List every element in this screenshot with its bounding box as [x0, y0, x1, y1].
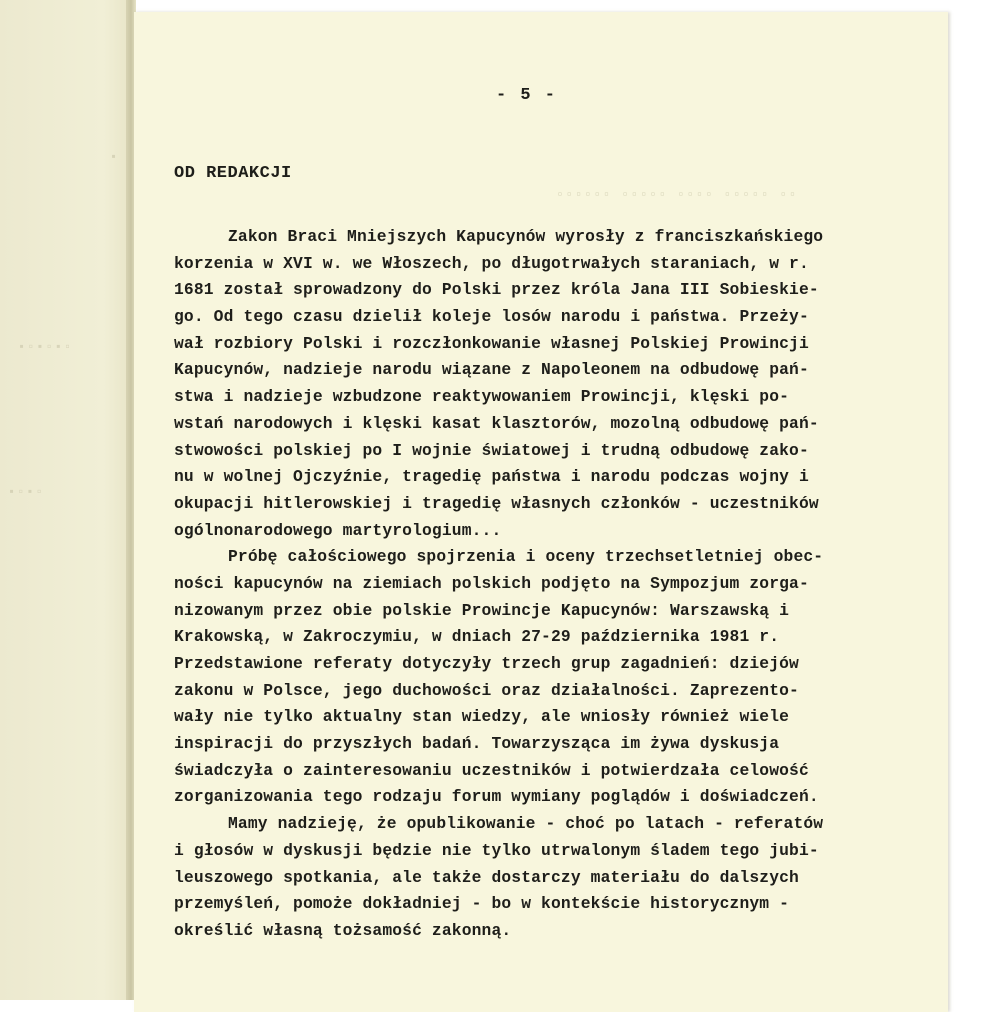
text-line: go. Od tego czasu dzielił koleje losów narodu i państwa. Przeży- [174, 307, 809, 327]
text-line: inspiracji do przyszłych badań. Towarzysząca im żywa dyskusja [174, 734, 780, 754]
bleed-through-mark: ▪ [110, 150, 120, 164]
text-line: Krakowską, w Zakroczymiu, w dniach 27-29 października 1981 r. [174, 627, 780, 647]
paragraph [174, 544, 934, 811]
text-line: Kapucynów, nadzieje narodu wiązane z Napoleonem na odbudowę pań- [174, 360, 809, 380]
text-line: Przedstawione referaty dotyczyły trzech grup zagadnień: dziejów [174, 654, 799, 673]
paragraph [174, 811, 934, 944]
text-line: leuszowego spotkania, ale także dostarczy materiału do dalszych [174, 867, 799, 887]
text-line: 1681 został sprowadzony do Polski przez króla Jana III Sobieskie- [174, 280, 819, 300]
text-line: zorganizowania tego rodzaju forum wymiany poglądów i doświadczeń. [174, 787, 819, 807]
text-line: ności kapucynów na ziemiach polskich podjęto na Sympozjum zorga- [174, 573, 809, 593]
text-line: nizowanym przez obie polskie Prowincje Kapucynów: Warszawską i [174, 600, 790, 620]
text-line: zakonu w Polsce, jego duchowości oraz działalności. Zaprezento- [174, 680, 799, 700]
text-line: wał rozbiory Polski i rozczłonkowanie własnej Polskiej Prowincji [174, 333, 809, 353]
facing-page [0, 0, 130, 1000]
text-line: wały nie tylko aktualny stan wiedzy, ale wniosły również wiele [174, 707, 790, 727]
text-line: świadczyła o zainteresowaniu uczestników i potwierdzała celowość [174, 760, 809, 780]
text-line: nu w wolnej Ojczyźnie, tragedię państwa i narodu podczas wojny i [174, 467, 809, 487]
text-line: Próbę całościowego spojrzenia i oceny trzechsetletniej obec- [228, 547, 824, 567]
bleed-through-heading: ▫▫▫▫▫▫ ▫▫▫▫▫ ▫▫▫▫ ▫▫▫▫▫ ▫▫ [556, 187, 798, 202]
page-number: - 5 - [496, 86, 558, 105]
text-line: wstań narodowych i klęski kasat klasztorów, mozolną odbudowę pań- [174, 413, 819, 433]
bleed-through-mark: ▪▫▪▫ [8, 485, 45, 499]
text-line: ogólnonarodowego martyrologium... [174, 520, 502, 540]
bleed-through-mark: ▪▫▪▫▪▫ [18, 340, 74, 354]
text-line: stwowości polskiej po I wojnie światowej i trudną odbudowę zako- [174, 440, 809, 460]
text-line: i głosów w dyskusji będzie nie tylko utrwalonym śladem tego jubi- [174, 840, 819, 860]
text-line: korzenia w XVI w. we Włoszech, po długotrwałych staraniach, w r. [174, 253, 809, 273]
text-line: Zakon Braci Mniejszych Kapucynów wyrosły z franciszkańskiego [228, 227, 824, 246]
text-line: określić własną tożsamość zakonną. [174, 920, 512, 940]
text-line: Mamy nadzieję, że opublikowanie - choć po latach - referatów [228, 814, 824, 834]
text-line: okupacji hitlerowskiej i tragedię własnych członków - uczestników [174, 493, 819, 513]
text-line: przemyśleń, pomoże dokładniej - bo w kontekście historycznym - [174, 894, 790, 914]
text-line: stwa i nadzieje wzbudzone reaktywowaniem Prowincji, klęski po- [174, 387, 790, 407]
body-text [174, 224, 934, 945]
document-page [134, 12, 948, 1012]
page-title: OD REDAKCJI [174, 164, 292, 183]
paragraph [174, 224, 934, 544]
